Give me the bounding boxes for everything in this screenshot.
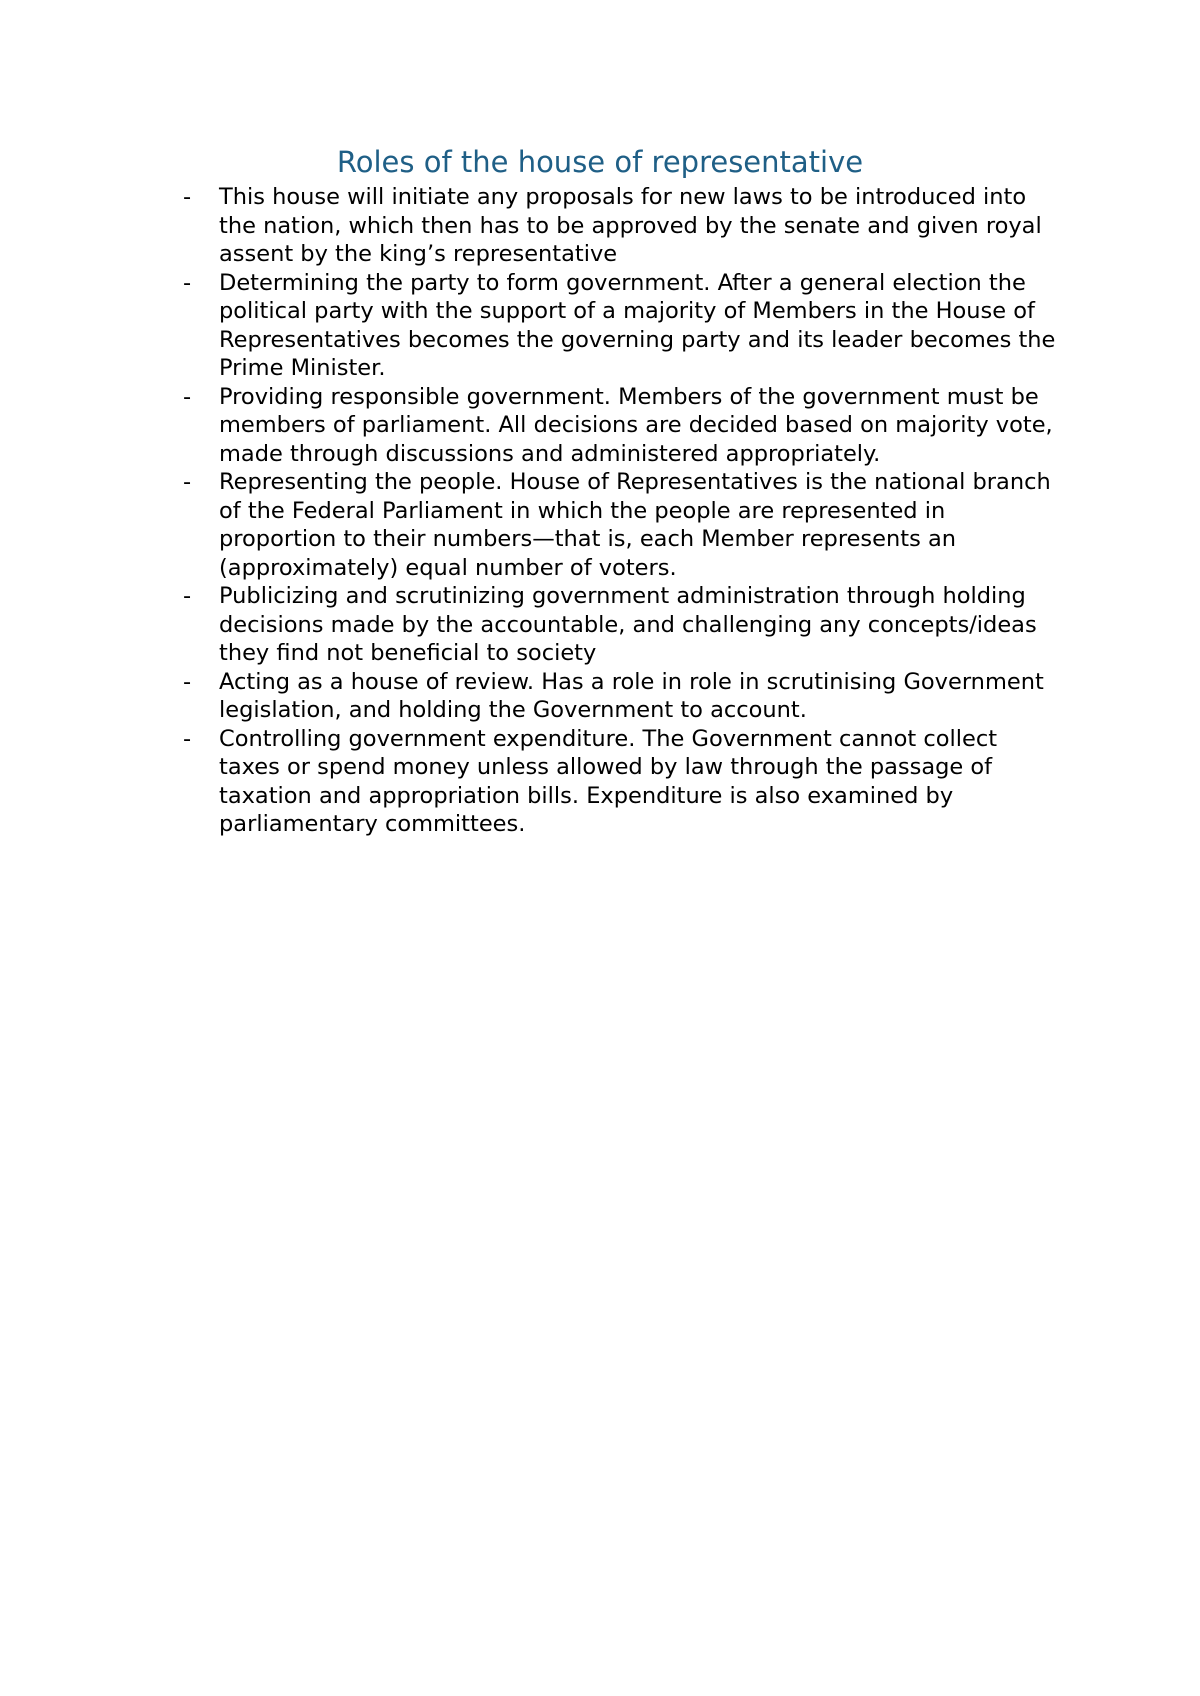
list-item-text: Controlling government expenditure. The Government cannot collect taxes or spend money unless allowed by law through the passage of taxation and appropriation bills. Expenditure is also examined by parliamentary committees. [219, 725, 998, 837]
list-item [183, 725, 1063, 839]
roles-list [183, 183, 1063, 839]
list-item [183, 269, 1063, 383]
list-item [183, 668, 1063, 725]
bullet-dash: - [183, 583, 192, 609]
list-item [183, 468, 1063, 582]
bullet-dash: - [183, 469, 192, 495]
page-title: Roles of the house of representative [336, 145, 864, 179]
bullet-dash: - [183, 725, 192, 752]
bullet-dash: - [183, 668, 192, 695]
list-item-text: Providing responsible government. Members of the government must be members of parliament. All decisions are decided based on majority vote, made through discussions and administered appropriately. [219, 383, 1053, 467]
list-item [183, 582, 1063, 668]
list-item [183, 183, 1063, 269]
bullet-dash: - [183, 269, 192, 296]
list-item-text: Determining the party to form government. After a general election the political party with the support of a majority of Members in the House of Representatives becomes the governing party and its leader becomes the Prime Minister. [219, 269, 1056, 381]
list-item-text: Acting as a house of review. Has a role in role in scrutinising Government legislation, and holding the Government to account. [219, 668, 1044, 723]
list-item-text: Representing the people. House of Representatives is the national branch of the Federal Parliament in which the people are represented in proportion to their numbers—that is, each Member represents an (approximately) equal number of voters. [219, 469, 1051, 581]
list-item-text: Publicizing and scrutinizing government administration through holding decisions made by the accountable, and challenging any concepts/ideas they find not beneficial to society [219, 583, 1037, 666]
bullet-dash: - [183, 383, 192, 410]
list-item [183, 383, 1063, 469]
bullet-dash: - [183, 184, 192, 210]
list-item-text: This house will initiate any proposals for new laws to be introduced into the nation, which then has to be approved by the senate and given royal assent by the king’s representative [219, 184, 1042, 267]
